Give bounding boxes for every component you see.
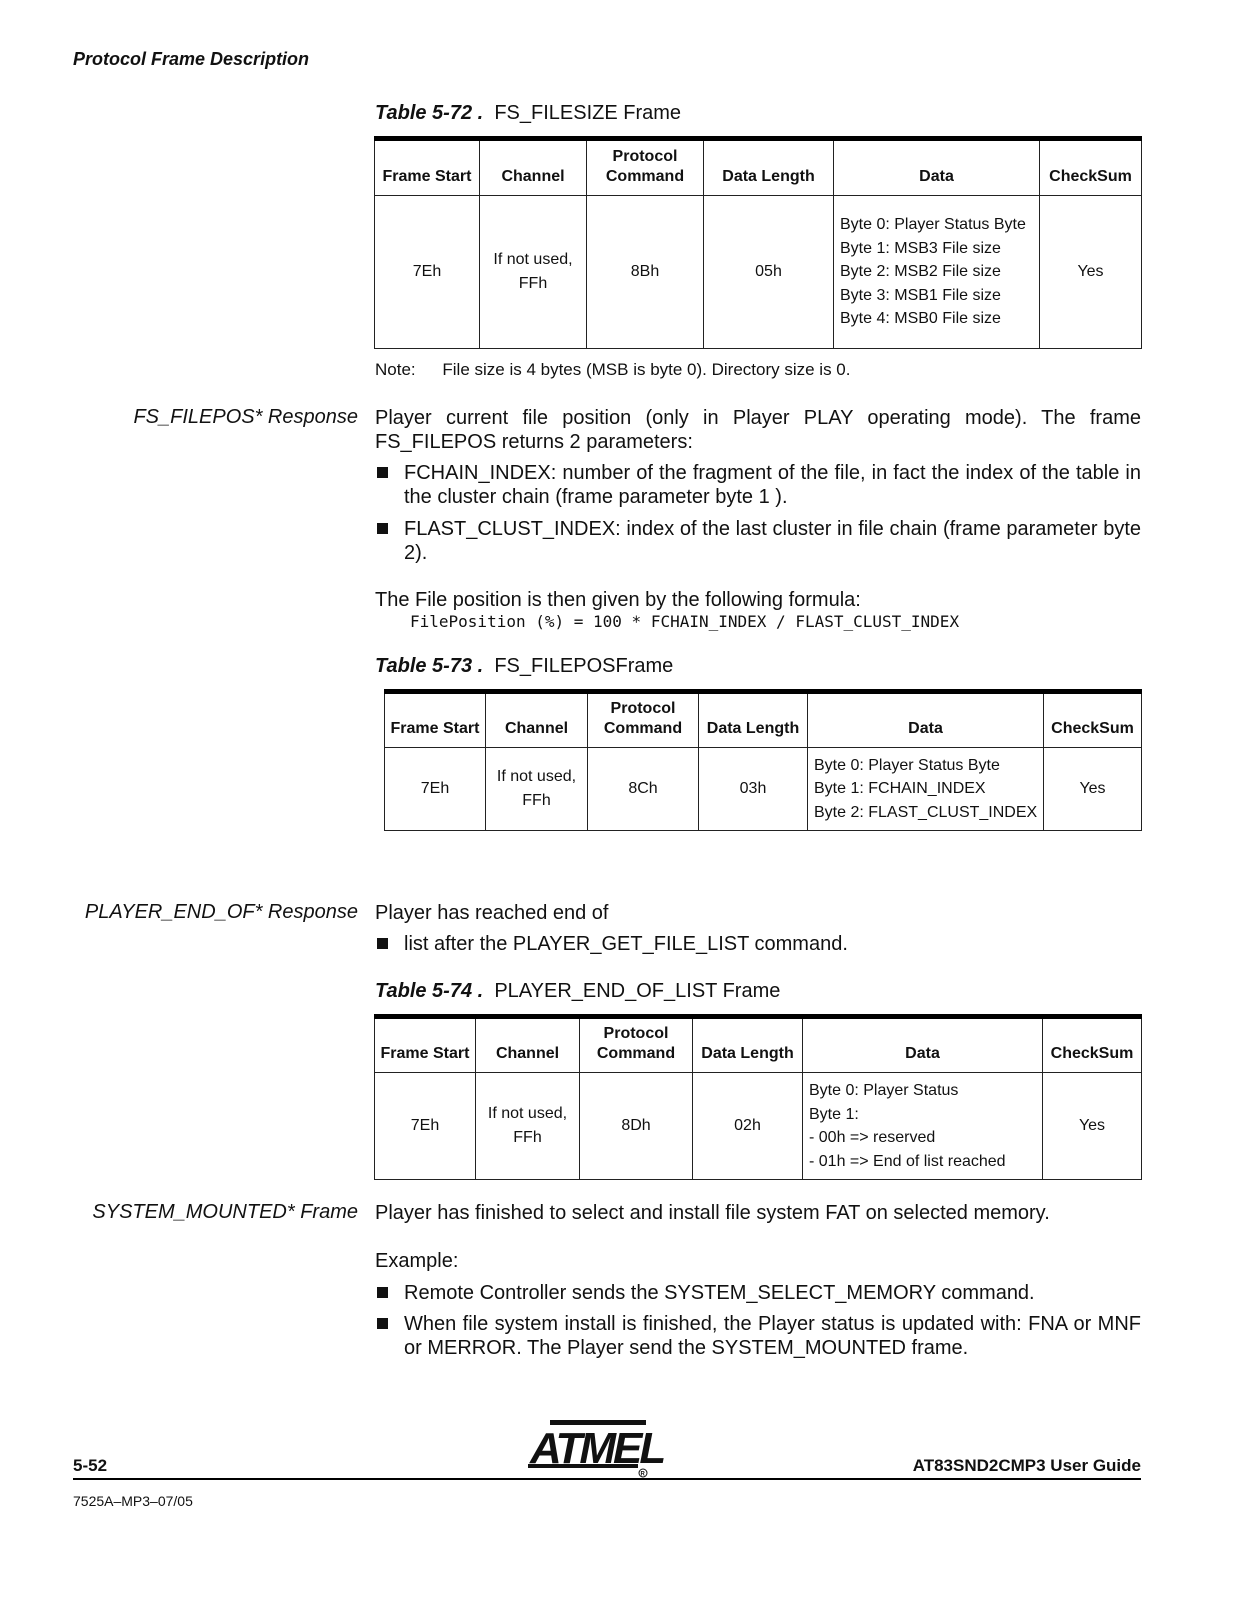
bullet-text: FLAST_CLUST_INDEX: index of the last cluster in file chain (frame parameter byte 2). [404, 518, 1141, 564]
table-header-row [375, 139, 1142, 196]
data-cell [834, 196, 1040, 349]
data-line: Byte 2: FLAST_CLUST_INDEX [814, 803, 1038, 821]
data-line: Byte 4: MSB0 File size [840, 310, 1001, 328]
data-line: Byte 0: Player Status Byte [814, 756, 1000, 774]
col-header: Channel [480, 139, 587, 196]
channel-line: FFh [522, 792, 551, 809]
col-header: Frame Start [375, 139, 480, 196]
filepos-intro: Player current file position (only in Player PLAY operating mode). The frame FS_FILEPOS returns 2 parameters: [375, 407, 1141, 453]
guide-title: AT83SND2CMP3 User Guide [912, 1456, 1141, 1475]
note [375, 360, 850, 380]
fs-filepos-table [384, 689, 1142, 831]
checksum-cell: Yes [1040, 196, 1142, 349]
data-line: Byte 2: MSB2 File size [840, 263, 1001, 281]
table-number: Table 5-74 . [375, 980, 484, 1002]
data-line: - 01h => End of list reached [809, 1152, 1006, 1170]
data-line: - 00h => reserved [809, 1129, 936, 1146]
bullet-square-icon [377, 523, 388, 534]
table-caption [375, 655, 673, 678]
end-of-intro: Player has reached end of [375, 902, 609, 924]
table-number: Table 5-72 . [375, 102, 484, 124]
note-label: Note: [375, 360, 416, 379]
col-header: Protocol Command [587, 139, 704, 196]
fs-filesize-table [374, 136, 1142, 349]
col-header: Protocol Command [588, 692, 699, 748]
logo-text: ATMEL [530, 1424, 664, 1473]
table-row [375, 196, 1142, 349]
protocol-command-cell: 8Bh [587, 196, 704, 349]
frame-start-cell: 7Eh [385, 748, 486, 831]
page-number: 5-52 [73, 1456, 108, 1475]
mounted-intro: Player has finished to select and install file system FAT on selected memory. [375, 1202, 1050, 1224]
checksum-cell: Yes [1044, 748, 1142, 831]
channel-line: If not used, [493, 251, 573, 268]
player-end-of-list-table [374, 1014, 1142, 1180]
data-cell [808, 748, 1044, 831]
bullet-item [375, 1312, 1141, 1360]
data-line: Byte 1: MSB3 File size [840, 239, 1001, 257]
col-header: Frame Start [385, 692, 486, 748]
frame-start-cell: 7Eh [375, 196, 480, 349]
col-header: Protocol Command [580, 1017, 693, 1073]
protocol-command-cell: 8Ch [588, 748, 699, 831]
data-length-cell: 02h [693, 1073, 803, 1180]
col-header: Channel [486, 692, 588, 748]
table-title: PLAYER_END_OF_LIST Frame [494, 980, 781, 1002]
svg-text:R: R [640, 1471, 645, 1478]
col-header: Data [808, 692, 1044, 748]
col-header: CheckSum [1043, 1017, 1142, 1073]
table-number: Table 5-73 . [375, 655, 484, 677]
bullet-text: FCHAIN_INDEX: number of the fragment of the file, in fact the index of the table in the cluster chain (frame parameter byte 1 ). [404, 462, 1141, 508]
footer-rule [73, 1478, 1141, 1480]
col-header: Data [834, 139, 1040, 196]
bullet-square-icon [377, 1318, 388, 1329]
data-line: Byte 3: MSB1 File size [840, 286, 1001, 304]
table-row [375, 1073, 1142, 1180]
table-header-row [375, 1017, 1142, 1073]
bullet-square-icon [377, 1287, 388, 1298]
data-line: Byte 0: Player Status [809, 1082, 959, 1099]
protocol-command-cell: 8Dh [580, 1073, 693, 1180]
col-header: CheckSum [1044, 692, 1142, 748]
col-header: Channel [476, 1017, 580, 1073]
bullet-text: When file system install is finished, the Player status is updated with: FNA or MNF or MERROR. The Player send the SYSTEM_MOUNTED frame. [404, 1313, 1141, 1359]
channel-line: If not used, [487, 1105, 568, 1122]
example-label: Example: [375, 1250, 459, 1272]
note-text: File size is 4 bytes (MSB is byte 0). Directory size is 0. [442, 360, 851, 379]
atmel-logo [528, 1420, 664, 1483]
frame-start-cell: 7Eh [375, 1073, 476, 1180]
data-length-cell: 03h [699, 748, 808, 831]
col-header: Frame Start [375, 1017, 476, 1073]
bullet-item [375, 932, 1141, 956]
channel-line: FFh [518, 275, 548, 292]
bullet-text: list after the PLAYER_GET_FILE_LIST command. [404, 933, 848, 955]
bullet-item [375, 1281, 1141, 1305]
col-header: Data Length [693, 1017, 803, 1073]
data-length-cell: 05h [704, 196, 834, 349]
document-number: 7525A–MP3–07/05 [73, 1493, 193, 1509]
channel-line: FFh [513, 1129, 542, 1146]
formula-intro: The File position is then given by the following formula: [375, 589, 861, 611]
side-label-mounted: SYSTEM_MOUNTED* Frame [92, 1201, 358, 1223]
col-header: CheckSum [1040, 139, 1142, 196]
data-line: Byte 0: Player Status Byte [840, 216, 1026, 234]
side-label-filepos: FS_FILEPOS* Response [133, 406, 358, 428]
table-caption [375, 102, 681, 125]
data-line: Byte 1: FCHAIN_INDEX [814, 780, 986, 798]
col-header: Data [803, 1017, 1043, 1073]
channel-cell [480, 196, 587, 349]
side-label-end-of: PLAYER_END_OF* Response [84, 901, 358, 923]
table-title: FS_FILEPOSFrame [494, 655, 674, 677]
channel-cell [476, 1073, 580, 1180]
col-header: Data Length [704, 139, 834, 196]
section-header: Protocol Frame Description [73, 49, 310, 69]
data-cell [803, 1073, 1043, 1180]
channel-line: If not used, [496, 768, 577, 785]
table-title: FS_FILESIZE Frame [494, 102, 682, 124]
data-line: Byte 1: [809, 1105, 859, 1123]
table-header-row [385, 692, 1142, 748]
bullet-item [375, 461, 1141, 509]
bullet-text: Remote Controller sends the SYSTEM_SELECT_MEMORY command. [404, 1282, 1035, 1304]
table-caption [375, 980, 780, 1003]
col-header: Data Length [699, 692, 808, 748]
checksum-cell: Yes [1043, 1073, 1142, 1180]
bullet-square-icon [377, 467, 388, 478]
bullet-item [375, 517, 1141, 565]
channel-cell [486, 748, 588, 831]
bullet-square-icon [377, 938, 388, 949]
formula: FilePosition (%) = 100 * FCHAIN_INDEX / FLAST_CLUST_INDEX [410, 612, 960, 631]
table-row [385, 748, 1142, 831]
